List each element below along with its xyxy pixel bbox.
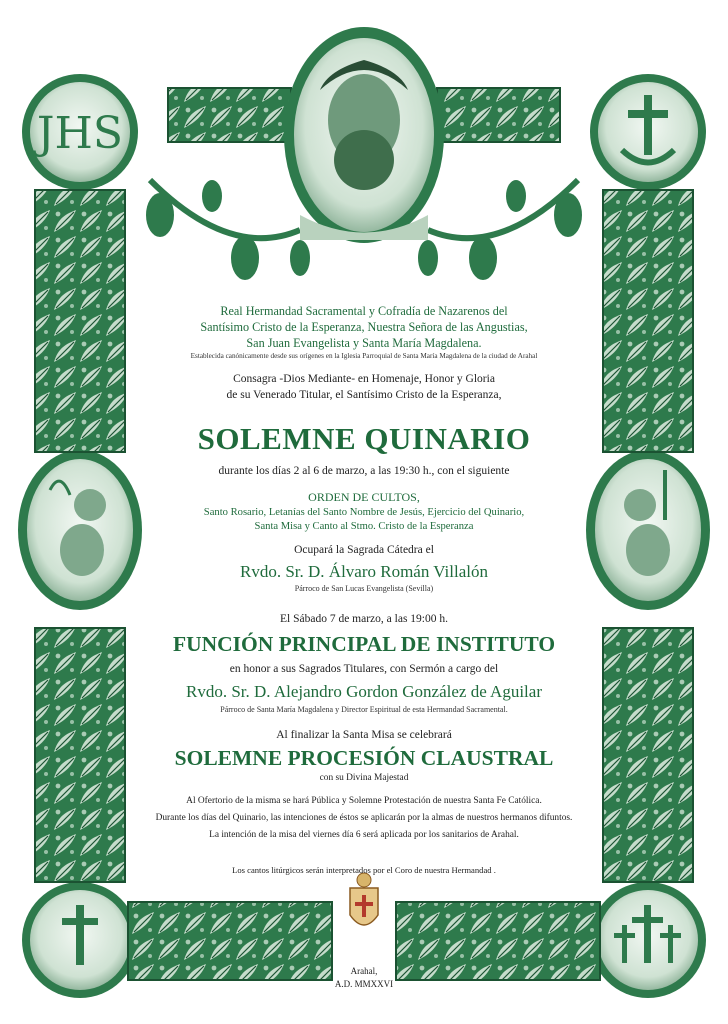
quinario-dates: durante los días 2 al 6 de marzo, a las 19:30 h., con el siguiente (218, 465, 510, 477)
brotherhood-name-line1: Real Hermandad Sacramental y Cofradía de Nazarenos del (220, 304, 508, 318)
right-band-upper (603, 190, 693, 452)
brotherhood-name-line3: San Juan Evangelista y Santa María Magdalena. (246, 336, 482, 350)
cantos-note: Los cantos litúrgicos serán interpretados por el Coro de nuestra Hermandad . (232, 865, 496, 875)
right-band-lower (603, 628, 693, 882)
svg-text:JHS: JHS (36, 108, 124, 159)
procesion-intro: Al finalizar la Santa Misa se celebrará (276, 729, 452, 741)
funcion-honor: en honor a sus Sagrados Titulares, con Sermón a cargo del (229, 663, 499, 675)
quinario-preacher-role: Párroco de San Lucas Evangelista (Sevilla) (294, 584, 434, 593)
top-right-band (437, 88, 560, 142)
coat-of-arms-emblem (350, 873, 378, 925)
orden-cultos-title: ORDEN DE CULTOS, (308, 490, 420, 504)
quinario-title: SOLEMNE QUINARIO (197, 421, 531, 456)
establishment-note: Establecida canónicamente desde sus orígenes en la Iglesia Parroquial de Santa María Magdalena de la ciudad de Arahal (190, 352, 538, 360)
top-left-band (168, 88, 291, 142)
funcion-title: FUNCIÓN PRINCIPAL DE INSTITUTO (172, 632, 556, 656)
footer-year: A.D. MMXXVI (334, 979, 394, 989)
funcion-preacher-role: Párroco de Santa María Magdalena y Director Espiritual de esta Hermandad Sacramental. (220, 705, 508, 714)
brotherhood-name-line2: Santísimo Cristo de la Esperanza, Nuestra Señora de las Angustias, (200, 320, 528, 334)
medallion-bottom-left (22, 882, 138, 998)
orden-cultos-line2: Santa Misa y Canto al Stmo. Cristo de la Esperanza (254, 521, 474, 532)
consagra-line2: de su Venerado Titular, el Santísimo Cristo de la Esperanza, (226, 389, 502, 401)
orden-cultos-line1: Santo Rosario, Letanías del Santo Nombre de Jesús, Ejercicio del Quinario, (203, 507, 525, 518)
note-line2: Durante los días del Quinario, las intenciones de éstos se aplicarán por la almas de nuestros hermanos difuntos. (155, 813, 573, 823)
funcion-preacher: Rvdo. Sr. D. Alejandro Gordon González de Aguilar (186, 682, 542, 701)
quinario-preacher: Rvdo. Sr. D. Álvaro Román Villalón (240, 562, 488, 581)
footer-place: Arahal, (350, 966, 378, 976)
funcion-date: El Sábado 7 de marzo, a las 19:00 h. (280, 613, 448, 625)
consagra-line1: Consagra -Dios Mediante- en Homenaje, Honor y Gloria (233, 373, 495, 385)
catedra-intro: Ocupará la Sagrada Cátedra el (294, 544, 434, 556)
left-band-upper (35, 190, 125, 452)
note-line3: La intención de la misa del viernes día 6 será aplicada por los sanitarios de Arahal. (209, 830, 519, 840)
medallion-top-left (22, 74, 138, 190)
medallion-mid-right (586, 450, 710, 610)
medallion-top-right (590, 74, 706, 190)
medallion-bottom-right (590, 882, 706, 998)
christ-portrait-oval (284, 27, 444, 243)
left-band-lower (35, 628, 125, 882)
procesion-title: SOLEMNE PROCESIÓN CLAUSTRAL (174, 746, 554, 770)
note-line1: Al Ofertorio de la misma se hará Pública y Solemne Protestación de nuestra Santa Fe Católica. (186, 796, 542, 806)
medallion-mid-left (18, 450, 142, 610)
procesion-subtitle: con su Divina Majestad (319, 773, 409, 783)
